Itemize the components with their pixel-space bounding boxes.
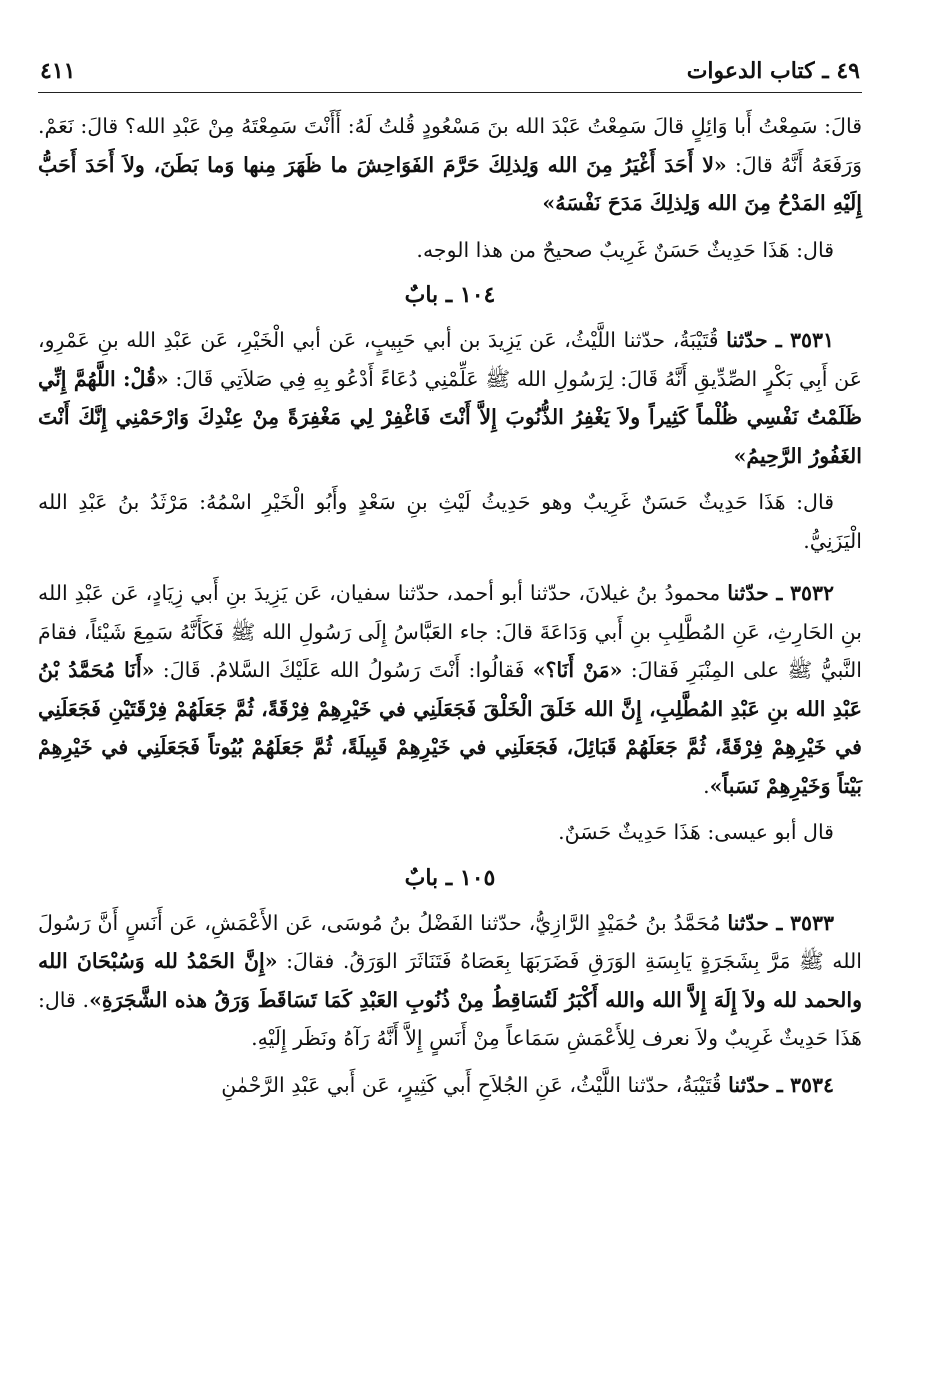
page-number: ٤١١ <box>40 58 76 84</box>
page <box>38 58 862 1104</box>
hadith-quote: «إِنَّ الحَمْدُ لله وَسُبْحَانَ الله والحمد لله ولاَ إِلَهَ إِلاَّ الله والله أَكْبَرُ لَتُسَاقِطُ مِنْ ذُنُوبِ العَبْدِ كَمَا تَسَاقَطَ وَرَقُ هذه الشَّجَرَةِ» <box>38 949 862 1012</box>
narration-text: قُتَيْبَةُ، حدّثنا اللَّيْثُ، عَنِ الجُلاَحِ أَبي كَثِيرٍ، عَن أَبي عَبْدِ الرَّحْمٰنِ <box>221 1072 729 1097</box>
grading-note: قال: هَذَا حَدِيثٌ حَسَنٌ غَرِيبٌ صحيحٌ من هذا الوجه. <box>416 237 834 262</box>
paragraph-continued-hadith <box>38 107 862 223</box>
chapter-title: ٤٩ ـ كتاب الدعوات <box>686 58 860 84</box>
narration-text: فَقالُوا: أَنْتَ رَسُولُ الله عَلَيْكَ السَّلامُ. قَالَ: <box>154 658 533 682</box>
running-header <box>38 58 862 93</box>
page-body <box>38 93 862 1104</box>
narration-text: قالَ: سَمِعْتُ أَبا وَائِلٍ قالَ سَمِعْتُ عَبْدَ الله بنَ مَسْعُودٍ قُلتُ لَهُ: أَأَنْتَ سَمِعْتَهُ مِنْ عَبْدِ الله؟ قالَ: نَعَمْ. وَرَفَعَهُ أَنَّهُ قالَ: <box>38 114 862 177</box>
narration-text: محمودُ بنُ غيلانَ، حدّثنا أبو أحمد، حدّثنا سفيان، عَن يَزِيدَ بنِ أَبي زِيَادٍ، عَن عَبْدِ الله بنِ الحَارِثِ، عَنِ المُطَّلِبِ بنِ أَبي وَدَاعَةَ قالَ: جاء العَبَّاسُ إِلَى رَسُولِ الله ﷺ فَكَأَنَّهُ سَمِعَ شَيْئاً، فقامَ النَّبيُّ ﷺ على المِنْبَرِ فَقالَ: <box>38 581 862 682</box>
chapter-heading-104: ١٠٤ ـ بابٌ <box>404 282 496 308</box>
hadith-quote: «قُلْ: اللَّهُمَّ إِنِّي ظَلَمْتُ نَفْسِي ظُلْماً كَثِيراً ولاَ يَغْفِرُ الذُّنُوبَ إِلاَّ أَنْتَ فَاغْفِرْ لِي مَغْفِرَةً مِنْ عِنْدِكَ وَارْحَمْنِي إِنَّكَ أَنْتَ الغَفُورُ الرَّحِيمُ» <box>38 366 862 468</box>
hadith-quote: «لا أَحَدَ أَغْيَرُ مِنَ الله وَلِذلِكَ حَرَّمَ الفَوَاحِشَ ما ظَهَرَ مِنها وَما بَطَنَ، ولاَ أَحَدَ أَحَبُّ إِلَيْهِ المَدْحُ مِنَ الله وَلِذلِكَ مَدَحَ نَفْسَهُ» <box>38 152 862 215</box>
hadith-3531 <box>38 321 862 475</box>
hadith-quote: «أَنَا مُحَمَّدُ بْنُ عَبْدِ الله بنِ عَبْدِ المُطَّلِبِ، إِنَّ الله خَلَقَ الْخَلْقَ فَجَعَلَنِي في خَيْرِهِمْ فِرْقَةً، ثُمَّ جَعَلَهُمْ فِرْقَتَيْنِ فَجَعَلَنِي في خَيْرِهِمْ فِرْقَةً، ثُمَّ جَعَلَهُمْ قَبَائِلَ، فَجَعَلَنِي في خَيْرِهِمْ قَبِيلَةً، ثُمَّ جَعَلَهُمْ بُيُوتاً فَجَعَلَنِي في خَيْرِهِمْ بَيْتاً وَخَيْرِهِمْ نَسَباً» <box>38 658 862 798</box>
narration-text: . قال: هَذَا حَدِيثٌ غَرِيبٌ ولاَ نعرف لِلأَعْمَشِ سَمَاعاً مِنْ أَنَسٍ إِلاَّ أَنَّهُ رَآهُ ونَظَر إِلَيْهِ. <box>38 987 862 1050</box>
hadith-quote: «مَنْ أَنَا؟» <box>532 658 623 682</box>
grading-note: قال أبو عيسى: هَذَا حَدِيثٌ حَسَنٌ. <box>558 820 834 844</box>
grading-note: قال: هَذَا حَدِيثٌ حَسَنٌ غَرِيبٌ وهو حَدِيثُ لَيْثِ بنِ سَعْدٍ وأَبُو الْخَيْرِ اسْمُهُ: مَرْثَدُ بنُ عَبْدِ الله الْيَزَنِيُّ. <box>38 490 862 553</box>
hadith-3534 <box>38 1066 862 1105</box>
hadith-number: ٣٥٣٣ ـ حدّثنا <box>727 910 834 935</box>
sentence-end: . <box>703 773 710 798</box>
hadith-number: ٣٥٣١ ـ حدّثنا <box>726 328 834 352</box>
narration-text: قُتَيْبَةُ، حدّثنا اللَّيْثُ، عَن يَزِيدَ بن أبي حَبِيبٍ، عَن أبي الْخَيْرِ، عَن عَبْدِ الله بنِ عَمْرِو، عَن أَبِي بَكْرٍ الصِّدِّيقِ أَنَّهُ قَالَ: لِرَسُولِ الله ﷺ عَلِّمْنِي دُعَاءً أَدْعُو بِهِ فِي صَلاَتِي قَالَ: <box>38 328 862 391</box>
hadith-3533 <box>38 904 862 1058</box>
narration-text: مُحَمَّدُ بنُ حُمَيْدٍ الرَّازِيُّ، حدّثنا الفَضْلُ بنُ مُوسَى، عَن الأَعْمَشِ، عَن أَنَسٍ أَنَّ رَسُولَ الله ﷺ مَرَّ بِشَجَرَةٍ يَابِسَةِ الوَرَقِ فَضَرَبَهَا بِعَصَاهُ فَتَنَاثَرَ الوَرَقُ. فقالَ: <box>38 910 862 973</box>
hadith-number: ٣٥٣٤ ـ حدّثنا <box>728 1072 834 1097</box>
hadith-3532 <box>38 574 862 805</box>
hadith-number: ٣٥٣٢ ـ حدّثنا <box>727 581 834 605</box>
chapter-heading-105: ١٠٥ ـ بابٌ <box>404 864 496 891</box>
